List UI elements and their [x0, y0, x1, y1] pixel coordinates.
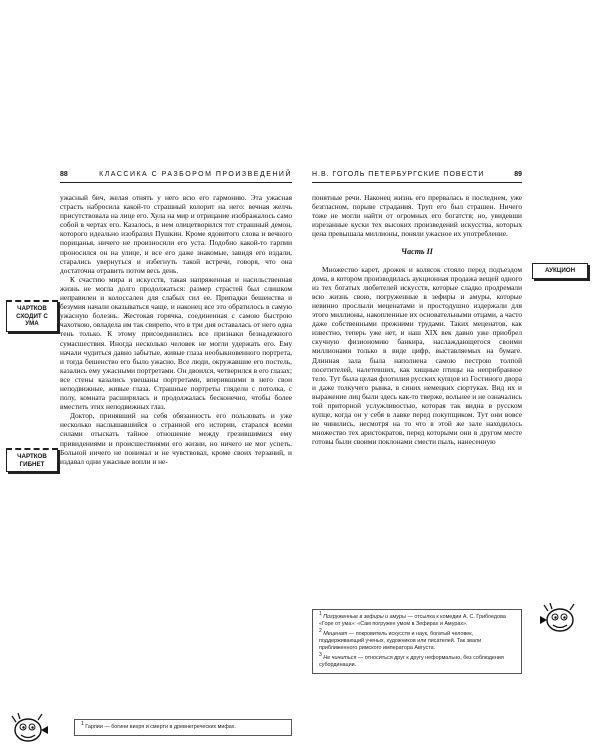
mascot-face-icon — [538, 602, 580, 636]
paragraph: ужасный бич, желая отнять у него всю его гармонию. Эта ужасная страсть набросила какой-то страшный колорит на него: вечная желчь присутствовала на лице его. Хула на мир и отрицание изображалось само собой в чертах его. Казалось, в нем олицетворился тот страшный демон, которого идеально изобразил Пушкин. Кроме ядовитого слова и вечного порицанья, ничего не произносили его уста. Подобно какой-то гарпии проносился он на улице, и все его даже знакомые, завидя его издали, старались увернуться и избегнуть такой встречи, говоря, что она достаточна отравить потом весь день. — [60, 193, 292, 275]
right-running-header — [312, 168, 522, 183]
margin-label-chartkov-dies: ЧАРТКОВ ГИБНЕТ — [6, 448, 58, 472]
left-body-text — [60, 193, 292, 466]
paragraph: Множество карет, дрожек и колясок стояло перед подъездом дома, в котором производилась аукционная продажа вещей одного из тех богатых любителей искусств, которые сладко продремали всю жизнь свою, погруженные в зефиры и амуры, которые невинно прослыли меценатами и простодушно издержали для этого миллионы, накопленные их основательными отцами, а часто даже собственными прежними трудами. Таких меценатов, как известно, теперь уже нет, и наш XIX век давно уже приобрел скучную физиономию банкира, наслаждающегося своими миллионами только в виде цифр, выставляемых на бумаге. Длинная зала была наполнена самою пестрою толпой посетителей, налетевших, как хищные птицы на неприбранное тело. Тут была целая флотилия русских купцов из Гостиного двора и даже толкучего рынка, в синих немецких сюртуках. Вид их и выражение лиц были здесь как-то тверже, вольнее и не означались той приторной услужливостью, которая так видна в русском купце, когда он у себя в лавке перед покупщиком. Тут они вовсе не чинились, несмотря на то что в этой же зале находилось множество тех аристократов, перед которыми они в другом месте готовы были своими поклонами смести пыль, нанесенную — [312, 264, 522, 447]
footnote-text: Гарпии — богини вихря и смерти в древнегреческих мифах. — [85, 724, 236, 730]
footnote-mark: 1 — [81, 721, 84, 728]
paragraph: Доктор, принявший на себя обязанность его пользовать и уже несколько наслышавшийся о странной его истории, старался всеми силами отыскать тайное отношение между грезившимися ему привидениями и происшествиями его жизни, но ничего не мог успеть. Больной ничего не понимал и не чувствовал, кроме своих терзаний, и издавал одни ужасные вопли и не- — [60, 411, 292, 466]
margin-label-chartkov-mad: ЧАРТКОВ СХОДИТ С УМА — [6, 300, 58, 332]
mascot-face-icon — [8, 712, 50, 746]
paragraph: К счастию мира и искусств, такая напряженная и насильственная жизнь не могла долго продолжаться: размер страстей был слишком неправилен и колоссален для слабых сил ее. Припадки бешенства и безумия начали оказываться чаще, и наконец все это обратилось в самую ужасную болезнь. Жестокая горячка, соединенная с самою быстрою чахоткою, овладела им так свирепо, что в три дня оставалась от него одна тень только. К этому присоединились все признаки безнадежного сумасшествия. Иногда несколько человек не могли удержать его. Ему начали чудиться давно забытые, живые глаза необыкновенного портрета, и тогда бешенство его было ужасно. Все люди, окружавшие его постель, казались ему ужасными портретами. Он двоился, четверился в его глазах; все стены казались увешаны портретами, вперившими в него свои неподвижные, живые глаза. Страшные портреты глядели с потолка, с полу, комната расширялась и продолжалась бесконечно, чтобы более вместить этих неподвижных глаз. — [60, 274, 292, 412]
right-running-head: Н.В. ГОГОЛЬ ПЕТЕРБУРГСКИЕ ПОВЕСТИ — [312, 171, 485, 178]
right-page-number: 89 — [514, 171, 522, 178]
left-page — [60, 168, 292, 730]
left-running-header — [60, 168, 292, 183]
paragraph: понятные речи. Наконец жизнь его прервалась в последнем, уже безгласном, порыве страдания. Труп его был страшен. Ничего тоже не могли найти от огромных его богатств; но, увидевши изрезанные куски тех высоких произведений искусства, которых цена превышала миллионы, поняли ужасное их употребление. — [312, 193, 522, 239]
left-page-number: 88 — [60, 171, 68, 178]
part-title: Часть II — [401, 247, 433, 257]
left-running-head: КЛАССИКА С РАЗБОРОМ ПРОИЗВЕДЕНИЙ — [99, 171, 292, 178]
left-footnote — [74, 719, 292, 736]
footnote: $^1$ Погруженные в зефиры и амуры — отсылка к комедии А. С. Грибоедова «Горе от ума»: «Сам погружен умом в Зефирах и Амурах». — [319, 611, 506, 627]
footnote: $^2$ Меценат — покровитель искусств и наук, богатый человек, поддерживающий ученых, художников или писателей. Так звали приближенного римского императора Августа. — [319, 628, 482, 651]
right-body-text — [312, 193, 522, 446]
right-page — [312, 168, 522, 720]
right-footnotes — [312, 609, 522, 674]
margin-label-auction: АУКЦИОН — [532, 263, 588, 279]
footnote: $^3$ Не чиниться — относиться друг к другу неформально, без соблюдения субординации. — [319, 652, 504, 668]
